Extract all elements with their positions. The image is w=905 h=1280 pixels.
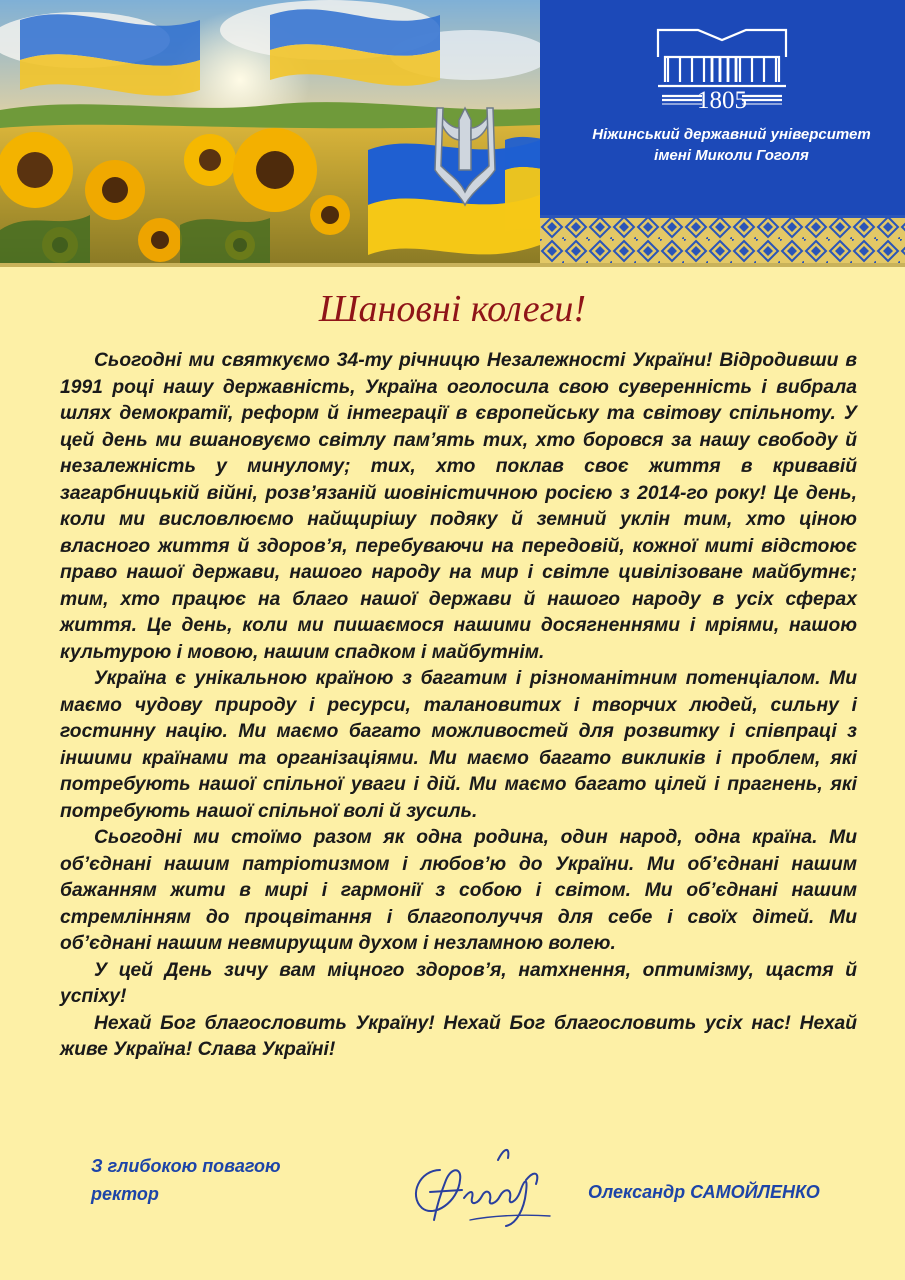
closing-phrase: З глибокою повагою [91, 1156, 281, 1176]
signer-position: ректор [91, 1184, 159, 1204]
letter-paragraph: Сьогодні ми святкуємо 34-ту річницю Незалежності України! Відродивши в 1991 році нашу державність, Україна оголосила свою суверенність і вибрала шлях демократії, реформ й інтеграції в європейську та світову спільноту. У цей день ми вшановуємо світлу пам’ять тих, хто боровся за нашу свободу й незалежність у минулому; тих, хто поклав своє життя в кривавій загарбницькій війні, розв’язаній шовіністичною росією з 2014-го року! Це день, коли ми висловлюємо найщирішу подяку й земний уклін тим, хто ціною власного життя й здоров’я, перебуваючи на передовій, кожної миті відстоює право нашої держави, нашого народу на мир і світле цивілізоване майбутнє; тим, хто працює на благо нашої держави й нашого народу в усіх сферах життя. Це день, коли ми пишаємося нашими досягненнями і мріями, нашою культурою і мовою, нашим спадком і майбутнім. [60, 350, 857, 663]
letter-paragraph: Україна є унікальною країною з багатим і різноманітним потенціалом. Ми маємо чудову природу і ресурси, талановитих і творчих людей, сильну і гостинну націю. Ми маємо багато можливостей для розвитку і співпраці з іншими країнами та організаціями. Ми маємо багато викликів і проблем, які потребують нашої спільної уваги і дій. Ми маємо багато цілей і прагнень, які потребують нашої спільної волі й зусиль. [60, 668, 857, 822]
university-brand-panel [540, 0, 905, 215]
letter-paragraph: У цей День зичу вам міцного здоров’я, натхнення, оптимізму, щастя й успіху! [60, 959, 857, 1007]
letter-header [0, 0, 905, 265]
signer-name: Олександр САМОЙЛЕНКО [588, 1182, 820, 1202]
university-name [540, 124, 905, 166]
university-building-logo-icon [540, 0, 905, 120]
handwritten-signature-icon [400, 1140, 560, 1230]
letter-paragraph: Нехай Бог благословить Україну! Нехай Бог благословить усіх нас! Нехай живе Україна! Слава Україні! [60, 1012, 857, 1060]
letter-paragraph: Сьогодні ми стоїмо разом як одна родина, один народ, одна країна. Ми об’єднані нашим патріотизмом і любов’ю до України. Ми об’єднані нашим бажанням жити в мирі і гармонії з собою і світом. Ми об’єднані нашим стремлінням до процвітання і благополуччя для себе і своїх дітей. Ми об’єднані нашим невмирущим духом і незламною волею. [60, 827, 857, 954]
university-name-line2: імені Миколи Гоголя [654, 147, 809, 164]
logo-year: 1805 [697, 87, 747, 114]
greeting-title: Шановні колеги! [318, 288, 587, 330]
embroidery-pattern-icon [540, 215, 905, 263]
sunflower-field-illustration [0, 0, 540, 265]
sunflower-field-icon [0, 0, 540, 265]
university-name-line1: Ніжинський державний університет [592, 126, 871, 143]
letter-body [60, 348, 857, 1064]
signature-block [91, 1152, 281, 1208]
embroidery-ornament [540, 215, 905, 263]
header-divider [0, 263, 905, 267]
